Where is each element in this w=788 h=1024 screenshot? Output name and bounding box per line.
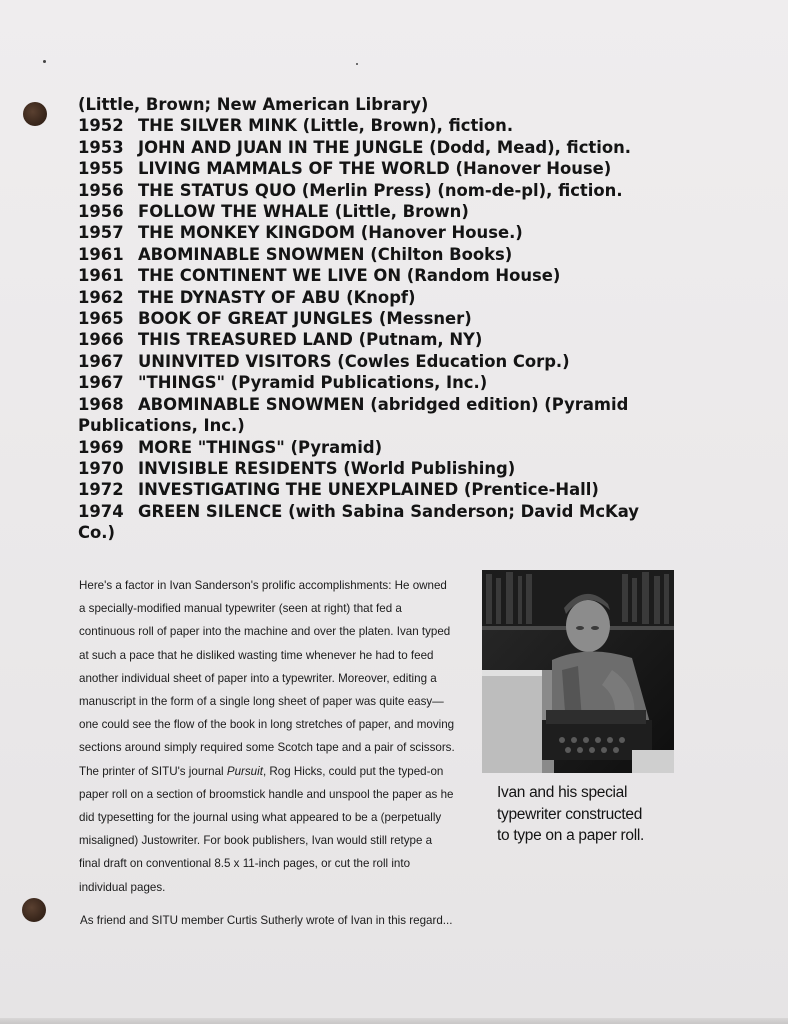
paragraph-line: a specially-modified manual typewriter (seen at right) that fed a (79, 602, 402, 616)
entry-title: THE CONTINENT WE LIVE ON (Random House) (138, 266, 561, 286)
page-bottom-edge (0, 1018, 788, 1024)
entry-year: 1969 (78, 437, 124, 457)
typewriter-photo (482, 570, 674, 773)
entry-continuation: Publications, Inc.) (78, 416, 245, 436)
closing-line: As friend and SITU member Curtis Sutherly wrote of Ivan in this regard... (80, 914, 453, 927)
bibliography-entry (78, 222, 688, 243)
bibliography-entry (78, 351, 688, 372)
body-paragraph (79, 574, 479, 899)
bibliography-entry (78, 394, 688, 415)
bibliography-entry (78, 201, 688, 222)
entry-title: INVISIBLE RESIDENTS (World Publishing) (138, 458, 516, 478)
punch-hole-bottom (22, 898, 46, 922)
entry-year: 1967 (78, 351, 124, 371)
entry-title: THE DYNASTY OF ABU (Knopf) (138, 287, 416, 307)
bibliography-list (78, 94, 688, 544)
paragraph-line: another individual sheet of paper into a typewriter. Moreover, editing a (79, 671, 437, 685)
paragraph-line: The printer of SITU's journal Pursuit, Rog Hicks, could put the typed-on (79, 764, 444, 778)
bibliography-entry (78, 115, 688, 136)
caption-line: Ivan and his special (497, 784, 628, 801)
entry-title: THE MONKEY KINGDOM (Hanover House.) (138, 223, 523, 243)
bibliography-entries (78, 115, 688, 543)
paper-speck (356, 63, 358, 65)
paragraph-line: manuscript in the form of a single long sheet of paper was quite easy— (79, 695, 444, 709)
photo-illustration (482, 570, 674, 773)
entry-title: INVESTIGATING THE UNEXPLAINED (Prentice-Hall) (138, 480, 599, 500)
entry-year: 1974 (78, 501, 124, 521)
entry-year: 1952 (78, 116, 124, 136)
entry-year: 1961 (78, 244, 124, 264)
entry-title: THE SILVER MINK (Little, Brown), fiction. (138, 116, 514, 136)
bibliography-continued-line: (Little, Brown; New American Library) (78, 95, 429, 114)
entry-year: 1961 (78, 266, 124, 286)
caption-line: typewriter constructed (497, 805, 643, 823)
bibliography-entry (78, 265, 688, 286)
paragraph-line: misaligned) Justowriter. For book publishers, Ivan would still retype a (79, 834, 433, 848)
paragraph-line: final draft on conventional 8.5 x 11-inch pages, or cut the roll into (79, 857, 411, 871)
entry-title: ABOMINABLE SNOWMEN (Chilton Books) (138, 244, 513, 264)
photo-caption (497, 782, 687, 847)
bibliography-entry (78, 137, 688, 158)
bibliography-entry (78, 308, 688, 329)
bibliography-entry (78, 458, 688, 479)
entry-year: 1967 (78, 373, 124, 393)
paragraph-line: at such a pace that he disliked wasting time whenever he had to feed (79, 648, 434, 662)
bibliography-entry (78, 180, 688, 201)
paragraph-line: individual pages. (79, 880, 166, 894)
bibliography-entry (78, 501, 688, 522)
caption-line: to type on a paper roll. (497, 827, 645, 844)
entry-title: MORE "THINGS" (Pyramid) (138, 437, 383, 457)
bibliography-entry (78, 158, 688, 179)
entry-year: 1968 (78, 394, 124, 414)
paragraph-line: one could see the flow of the book in long stretches of paper, and moving (79, 718, 455, 732)
paragraph-line: Here's a factor in Ivan Sanderson's prolific accomplishments: He owned (79, 579, 447, 592)
entry-year: 1957 (78, 223, 124, 243)
paper-speck (43, 60, 46, 63)
entry-title: THIS TREASURED LAND (Putnam, NY) (138, 330, 483, 350)
entry-title: GREEN SILENCE (with Sabina Sanderson; David McKay (138, 501, 639, 521)
bibliography-entry (78, 479, 688, 500)
entry-title: JOHN AND JUAN IN THE JUNGLE (Dodd, Mead), fiction. (138, 137, 632, 157)
entry-continuation: Co.) (78, 523, 116, 543)
entry-year: 1955 (78, 159, 124, 179)
paragraph-line: paper roll on a section of broomstick handle and unspool the paper as he (79, 787, 454, 801)
entry-year: 1953 (78, 137, 124, 157)
entry-year: 1962 (78, 287, 124, 307)
entry-title: BOOK OF GREAT JUNGLES (Messner) (138, 309, 472, 329)
bibliography-entry (78, 287, 688, 308)
entry-year: 1966 (78, 330, 124, 350)
entry-year: 1956 (78, 202, 124, 222)
entry-year: 1970 (78, 458, 124, 478)
entry-title: THE STATUS QUO (Merlin Press) (nom-de-pl), fiction. (138, 180, 623, 200)
entry-title: FOLLOW THE WHALE (Little, Brown) (138, 202, 469, 222)
entry-title: ABOMINABLE SNOWMEN (abridged edition) (Pyramid (138, 394, 629, 414)
paragraph-line: did typesetting for the journal using what appeared to be a (perpetually (79, 811, 442, 825)
bibliography-entry (78, 244, 688, 265)
entry-title: LIVING MAMMALS OF THE WORLD (Hanover House) (138, 159, 612, 179)
entry-year: 1956 (78, 180, 124, 200)
entry-title: UNINVITED VISITORS (Cowles Education Corp.) (138, 351, 570, 371)
punch-hole-top (23, 102, 47, 126)
bibliography-entry (78, 372, 688, 393)
entry-title: "THINGS" (Pyramid Publications, Inc.) (138, 373, 488, 393)
bibliography-entry (78, 329, 688, 350)
entry-year: 1965 (78, 309, 124, 329)
bibliography-entry (78, 437, 688, 458)
paragraph-line: continuous roll of paper into the machine and over the platen. Ivan typed (79, 625, 451, 639)
entry-year: 1972 (78, 480, 124, 500)
paragraph-line: sections around simply required some Scotch tape and a pair of scissors. (79, 741, 455, 755)
